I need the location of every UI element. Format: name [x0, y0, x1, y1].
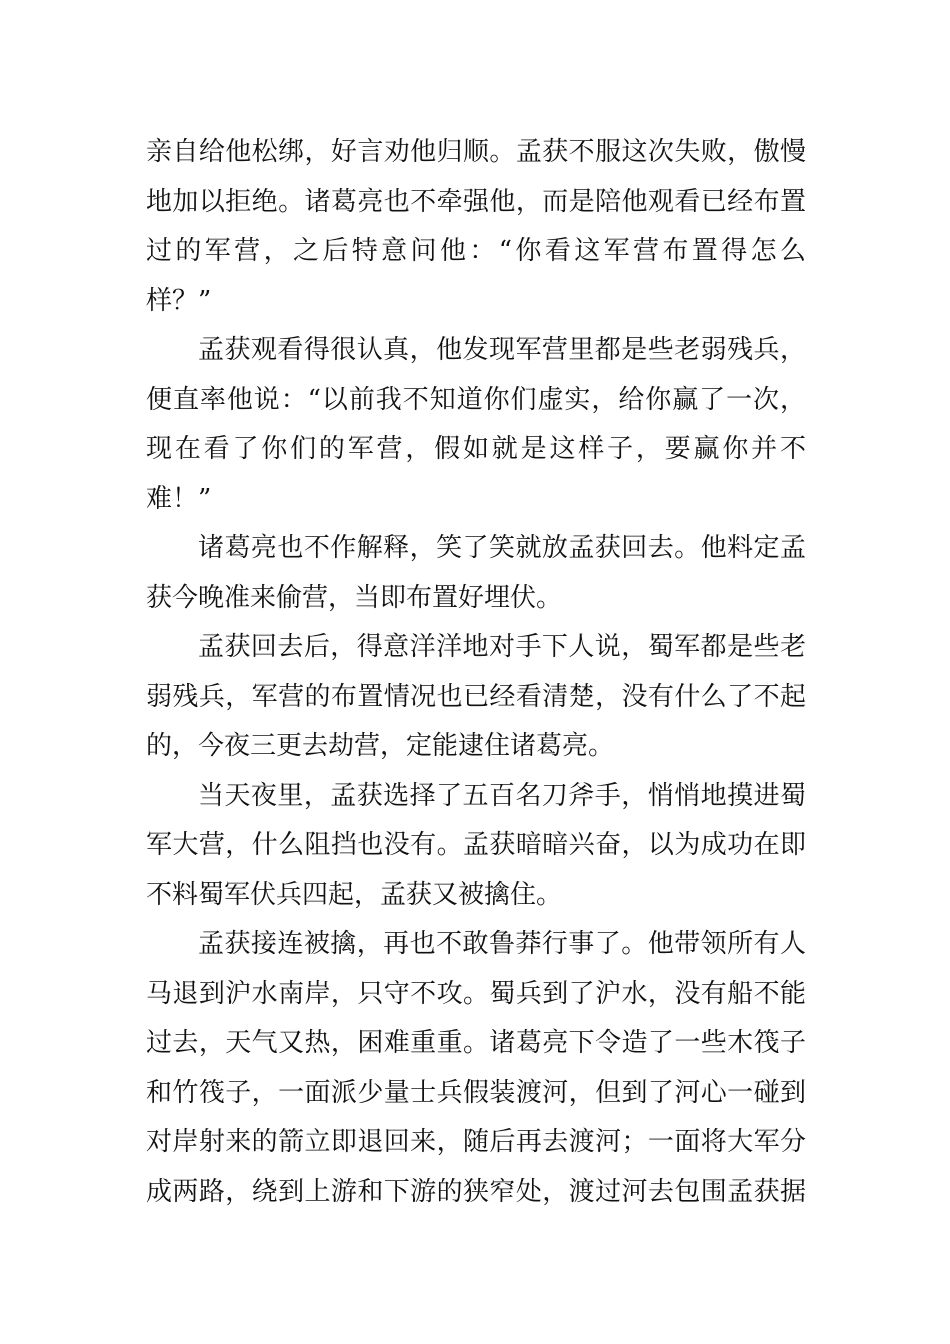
text-line: 的，今夜三更去劫营，定能逮住诸葛亮。 [146, 731, 615, 761]
paragraph [146, 128, 806, 326]
text-line: 军大营，什么阻挡也没有。孟获暗暗兴奋，以为成功在即 [146, 830, 806, 860]
text-line: 孟获观看得很认真，他发现军营里都是些老弱残兵， [198, 335, 806, 365]
text-line: 获今晚准来偷营，当即布置好埋伏。 [146, 582, 563, 613]
paragraph [146, 326, 806, 524]
text-line: 诸葛亮也不作解释，笑了笑就放孟获回去。他料定孟 [198, 533, 806, 563]
text-line: 当天夜里，孟获选择了五百名刀斧手，悄悄地摸进蜀 [198, 780, 806, 811]
text-line: 弱残兵，军营的布置情况也已经看清楚，没有什么了不起 [146, 681, 806, 712]
text-line: 不料蜀军伏兵四起，孟获又被擒住。 [146, 879, 563, 910]
paragraph [146, 772, 806, 921]
text-line: 过的军营，之后特意问他：“你看这军营布置得怎么 [146, 236, 806, 266]
text-line: 孟获回去后，得意洋洋地对手下人说，蜀军都是些老 [198, 632, 806, 662]
text-line: 对岸射来的箭立即退回来，随后再去渡河；一面将大军分 [146, 1127, 806, 1157]
paragraph [146, 920, 806, 1217]
paragraph [146, 524, 806, 623]
text-line: 地加以拒绝。诸葛亮也不牵强他，而是陪他观看已经布置 [146, 186, 806, 217]
text-line: 马退到沪水南岸，只守不攻。蜀兵到了沪水，没有船不能 [146, 978, 806, 1009]
text-line: 便直率他说：“以前我不知道你们虚实，给你赢了一次， [146, 384, 806, 415]
paragraph [146, 623, 806, 772]
document-body [146, 128, 806, 1217]
text-line: 和竹筏子，一面派少量士兵假装渡河，但到了河心一碰到 [146, 1077, 806, 1108]
text-line: 成两路，绕到上游和下游的狭窄处，渡过河去包围孟获据 [146, 1176, 806, 1207]
text-line: 孟获接连被擒，再也不敢鲁莽行事了。他带领所有人 [198, 929, 806, 959]
text-line: 过去，天气又热，困难重重。诸葛亮下令造了一些木筏子 [146, 1028, 806, 1058]
text-line: 样？” [146, 285, 212, 316]
text-line: 现在看了你们的军营，假如就是这样子，要赢你并不 [146, 434, 806, 464]
text-line: 难！” [146, 483, 212, 514]
text-line: 亲自给他松绑，好言劝他归顺。孟获不服这次失败，傲慢 [146, 137, 806, 167]
